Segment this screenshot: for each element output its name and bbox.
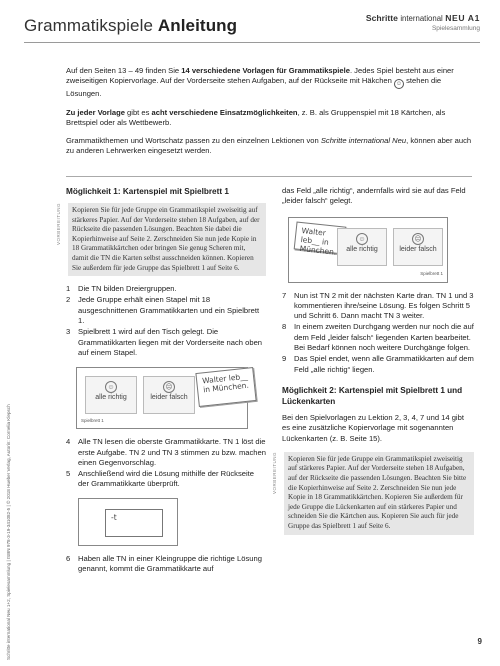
list-item: 9 Das Spiel endet, wenn alle Grammatikkarten auf dem Feld „alle richtig“ liegen. (282, 354, 474, 374)
grammar-card: Walter leb__ in München. (195, 367, 256, 407)
solution-card-illustration (78, 498, 178, 546)
preparation-label: VORBEREITUNG (56, 203, 61, 246)
option-1-heading: Möglichkeit 1: Kartenspiel mit Spielbrett 1 (66, 187, 229, 196)
copyright-sidebar: Schritte international Neu 1+2, Spielesammlung | ISBN 978-3-19-341082-5 | © 2018 Hueber Verlag, Autorin: Cornelia Klepsch (6, 404, 11, 660)
sad-face-icon: ☹ (163, 381, 175, 393)
steps-list (66, 437, 266, 489)
smiley-icon: ☺ (395, 81, 403, 88)
field-wrong: ☹ leider falsch (393, 228, 443, 266)
page-number: 9 (477, 637, 482, 646)
list-item: 7 Nun ist TN 2 mit der nächsten Karte dran. TN 1 und 3 kommentieren ihre/seine Lösung. Es folgen Schritt 5 und Schritt 6. Dann macht TN 3 weiter. (282, 290, 474, 321)
preparation-box: VORBEREITUNG Kopieren Sie für jede Gruppe ein Grammatikspiel zweiseitig auf stärkeres Papier. Auf der Vorderseite stehen 18 Aufgaben, auf der Rückseite die passenden Lösungen. Beachten Sie dabei die Kopierhinweise auf Seite 2. Zerschneiden Sie nun jede Kopie in 18 Grammatikkärtchen oder bringen Sie genug Scheren mit, damit die TN die Karten selbst ausschneiden können. Kopieren Sie außerdem für jede Gruppe das Spielbrett 1 auf Seite 6. (68, 203, 266, 276)
game-board-illustration: Walter leb__ in München. ☺ alle richtig ☹ leider falsch Spielbrett 1 (288, 217, 448, 283)
happy-face-icon: ☺ (105, 381, 117, 393)
happy-face-icon: ☺ (356, 233, 368, 245)
steps-list (66, 554, 266, 575)
brand-logo: Schritte international NEU A1 Spielesammlung (365, 13, 480, 32)
sad-face-icon: ☹ (412, 233, 424, 245)
header-divider (24, 42, 480, 43)
list-item: 6 Haben alle TN in einer Kleingruppe die richtige Lösung genannt, kommt die Grammatikkarte auf (66, 553, 262, 574)
field-all-correct: ☺ alle richtig (337, 228, 387, 266)
right-column (272, 186, 474, 535)
continuation-text: das Feld „alle richtig“, andernfalls wird sie auf das Feld „leider falsch“ gelegt. (282, 186, 466, 206)
preparation-box: VORBEREITUNG Kopieren Sie für jede Gruppe ein Grammatikspiel zweiseitig auf stärkeres Papier. Auf der Vorderseite stehen 18 Aufgaben, auf der Rückseite die passenden Lösungen. Beachten Sie bitte die Kopierhinweise auf Seite 2. Zerschneiden Sie nun jede Kopie in 18 Grammatikkärtchen. Kopieren Sie außerdem für jede Gruppe die Lückenkarten auf ein stärkeres Papier und schneiden Sie die Kärtchen aus. Kopieren Sie auch für jede Gruppe das Spielbrett 1 auf Seite 6. (284, 452, 474, 535)
list-item: 1 Die TN bilden Dreiergruppen. (66, 284, 177, 294)
intro-paragraph-3: Grammatikthemen und Wortschatz passen zu den einzelnen Lektionen von Schritte international Neu, können aber auch zu anderen Lehrwerken eingesetzt werden. (66, 136, 472, 156)
field-all-correct: ☺ alle richtig (85, 376, 137, 414)
preparation-label: VORBEREITUNG (272, 451, 277, 494)
list-item: 4 Alle TN lesen die oberste Grammatikkarte. TN 1 löst die erste Aufgabe. TN 2 und TN 3 stimmen zu bzw. machen einen Gegenvorschlag. (66, 437, 266, 467)
list-item: 3 Spielbrett 1 wird auf den Tisch gelegt. Die Grammatikkarten liegen mit der Vorderseite nach oben auf einem Stapel. (66, 327, 263, 357)
field-wrong: ☹ leider falsch (143, 376, 195, 414)
steps-list (66, 284, 266, 358)
left-column (56, 186, 266, 575)
intro-paragraph-1: Auf den Seiten 13 – 49 finden Sie 14 verschiedene Vorlagen für Grammatikspiele. Jedes Spiel besteht aus einer zweiseitigen Kopiervorlage. Auf der Vorderseite stehen Aufgaben, auf der Rückseite mit Häkchen ☺ stehen die Lösungen. (66, 66, 454, 99)
option-2-text: Bei den Spielvorlagen zu Lektion 2, 3, 4, 7 und 14 gibt es eine zusätzliche Kopiervorlage mit sogenannten Lückenkarten (z. B. Seite 15). (282, 412, 464, 443)
section-divider (66, 176, 472, 177)
steps-list (282, 291, 474, 375)
game-board-illustration: ☺ alle richtig ☹ leider falsch Walter leb__ in München. Spielbrett 1 (76, 367, 248, 429)
list-item: 2 Jede Gruppe erhält einen Stapel mit 18 ausgeschnittenen Grammatikkarten und ein Spielbrett 1. (66, 295, 260, 326)
list-item: 5 Anschließend wird die Lösung mithilfe der Rückseite der Grammatikkarte überprüft. (66, 469, 255, 489)
grammar-card: Walter leb__ in München. (294, 221, 347, 254)
page-title: Grammatikspiele Anleitung (24, 16, 238, 35)
intro-paragraph-2: Zu jeder Vorlage gibt es acht verschiedene Einsatzmöglichkeiten, z. B. als Gruppenspiel mit 18 Kärtchen, als Brettspiel oder als Wettbewerb. (66, 107, 446, 127)
list-item: 8 In einem zweiten Durchgang werden nur noch die auf dem Feld „leider falsch“ liegenden Karten bearbeitet. Bei Bedarf können noch weitere Durchgänge folgen. (282, 322, 474, 353)
option-2-heading: Möglichkeit 2: Kartenspiel mit Spielbrett 1 und Lückenkarten (282, 385, 463, 406)
intro-section (66, 66, 472, 165)
solution-card: -t (105, 509, 163, 537)
